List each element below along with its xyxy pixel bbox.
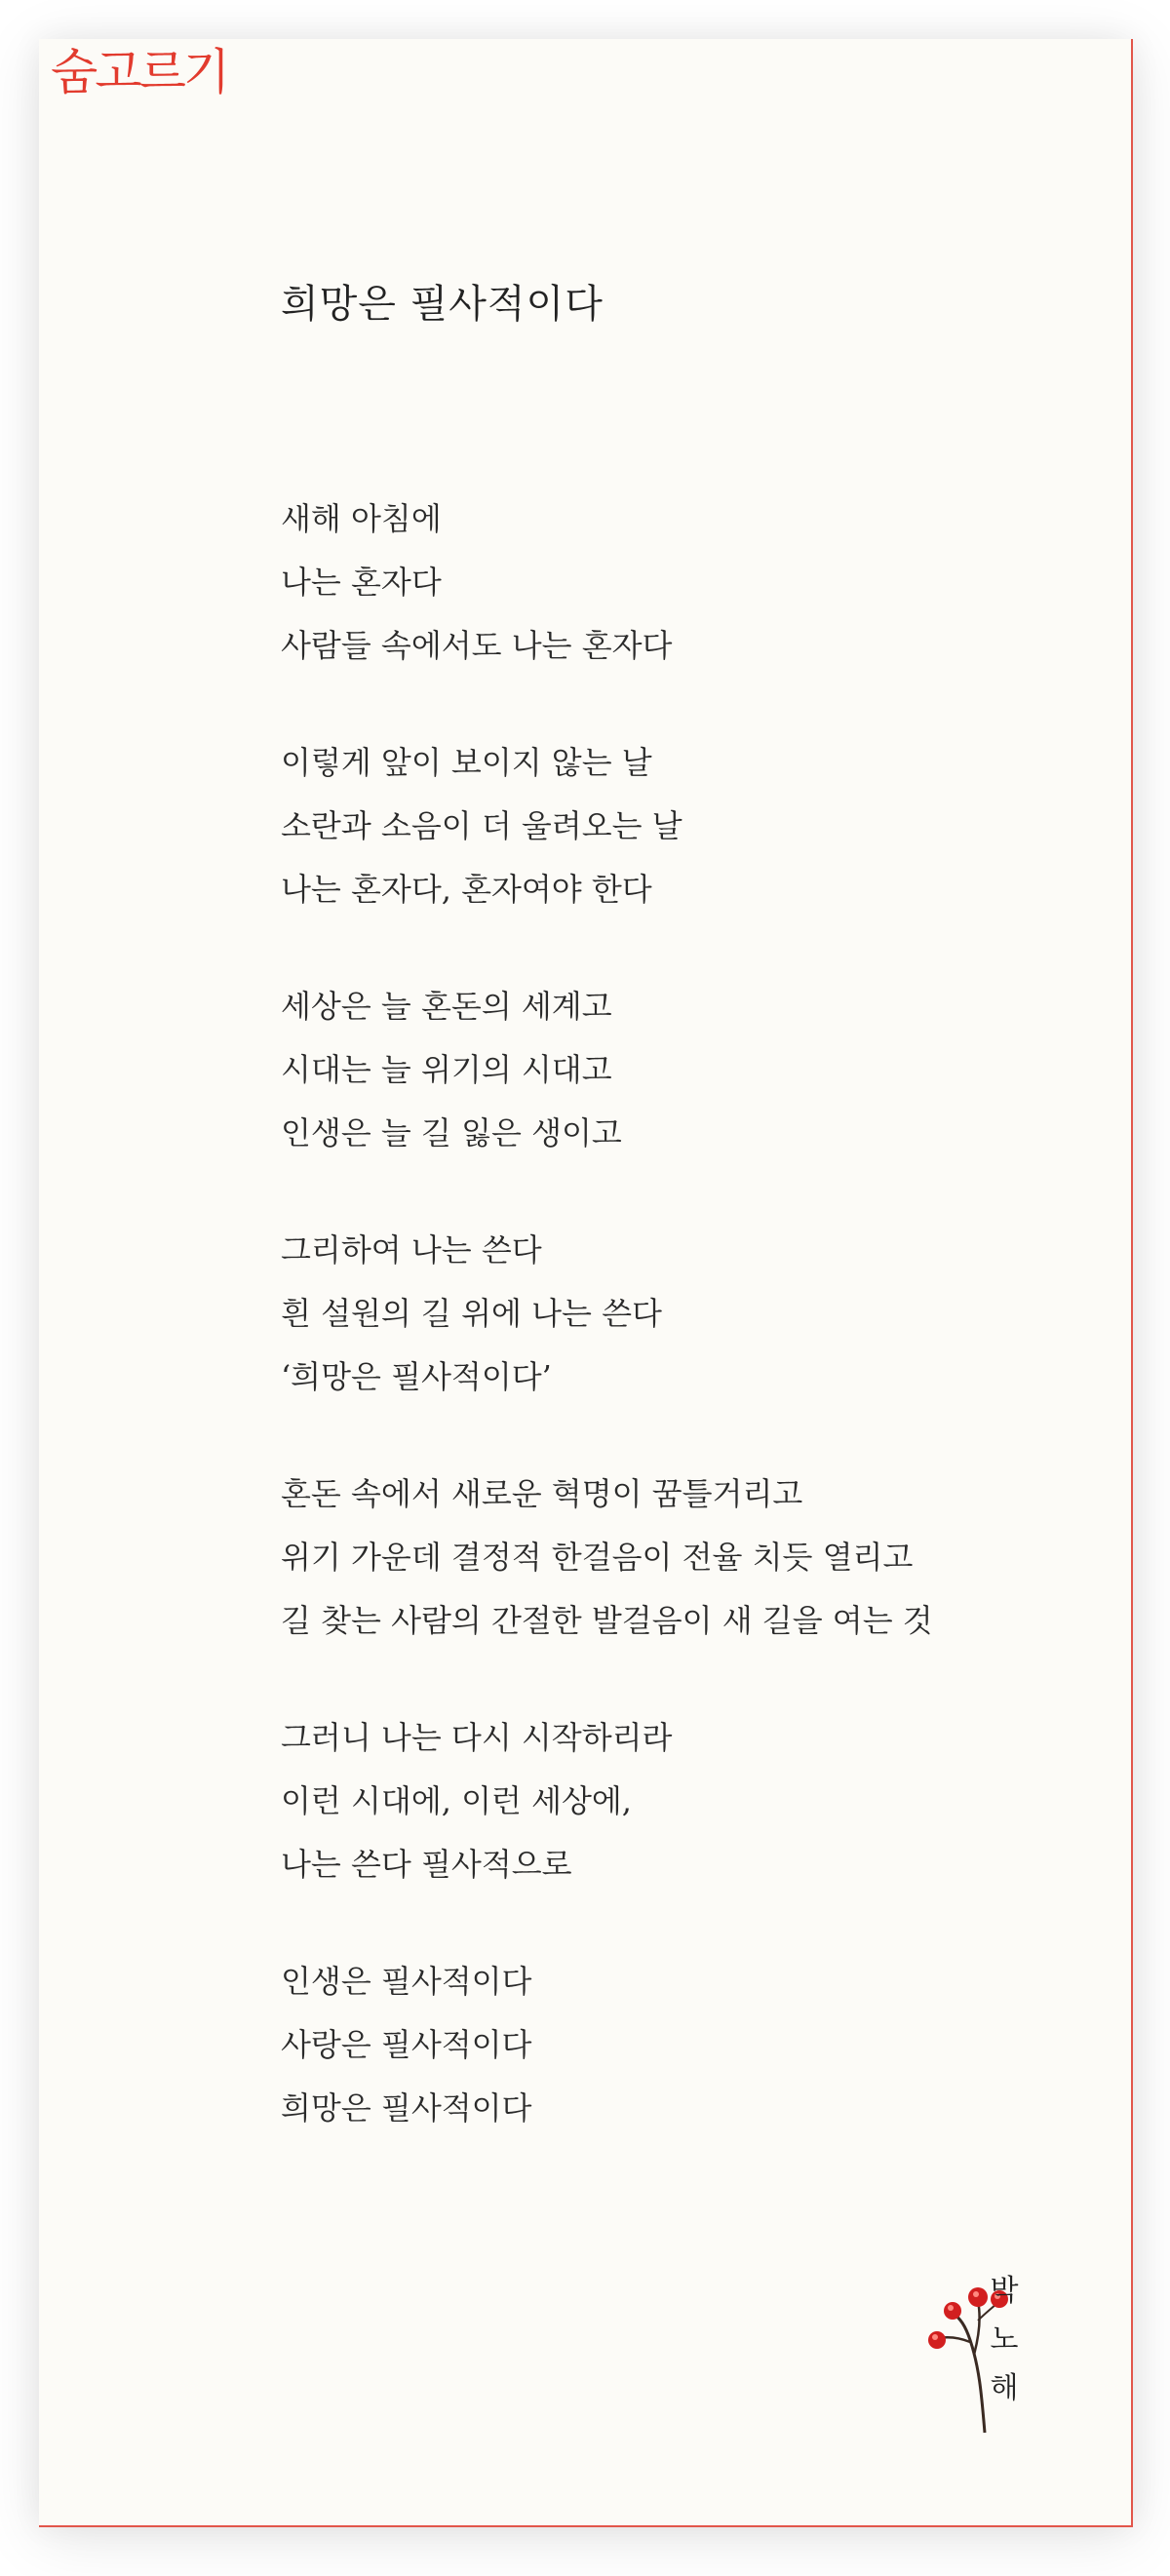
poem-line: 사랑은 필사적이다 — [281, 2026, 532, 2063]
poem-line: 인생은 늘 길 잃은 생이고 — [281, 1114, 622, 1151]
brand-logo: 숨고르기 — [51, 44, 228, 100]
signature-char: 노 — [990, 2322, 1019, 2357]
poem-line: 사람들 속에서도 나는 혼자다 — [281, 627, 673, 664]
poem-line: 시대는 늘 위기의 시대고 — [281, 1051, 612, 1088]
poem-line: 길 찾는 사람의 간절한 발걸음이 새 길을 여는 것 — [281, 1602, 933, 1639]
poem-line: 인생은 필사적이다 — [281, 1963, 532, 2000]
poem-line: 그리하여 나는 쓴다 — [281, 1231, 542, 1268]
poem-body — [281, 488, 1022, 2194]
poem-line: 그러니 나는 다시 시작하리라 — [281, 1719, 673, 1756]
poem-line: ‘희망은 필사적이다’ — [281, 1358, 552, 1395]
stanza — [281, 1706, 1022, 1896]
poem-line: 나는 혼자다, 혼자여야 한다 — [281, 871, 652, 908]
stanza — [281, 731, 1022, 921]
poem-line: 소란과 소음이 더 울려오는 날 — [281, 807, 682, 844]
poem-line: 혼돈 속에서 새로운 혁명이 꿈틀거리고 — [281, 1475, 803, 1512]
poem-line: 희망은 필사적이다 — [281, 2089, 532, 2127]
poem-line: 이렇게 앞이 보이지 않는 날 — [281, 744, 652, 781]
signature-char: 해 — [990, 2371, 1019, 2405]
poem-line: 흰 설원의 길 위에 나는 쓴다 — [281, 1295, 662, 1332]
poem-line: 위기 가운데 결정적 한걸음이 전율 치듯 열리고 — [281, 1539, 914, 1576]
stanza — [281, 1950, 1022, 2140]
poem-line: 새해 아침에 — [281, 500, 442, 537]
poem-line: 세상은 늘 혼돈의 세계고 — [281, 988, 612, 1025]
poem-line: 나는 혼자다 — [281, 564, 442, 601]
stanza — [281, 975, 1022, 1165]
signature-char: 박 — [990, 2274, 1019, 2308]
poem-title: 희망은 필사적이다 — [281, 282, 604, 327]
stanza — [281, 488, 1022, 678]
author-signature — [985, 2267, 1024, 2413]
stanza — [281, 1463, 1022, 1653]
stanza — [281, 1219, 1022, 1409]
poem-line: 이런 시대에, 이런 세상에, — [281, 1782, 632, 1819]
poem-line: 나는 쓴다 필사적으로 — [281, 1846, 572, 1883]
